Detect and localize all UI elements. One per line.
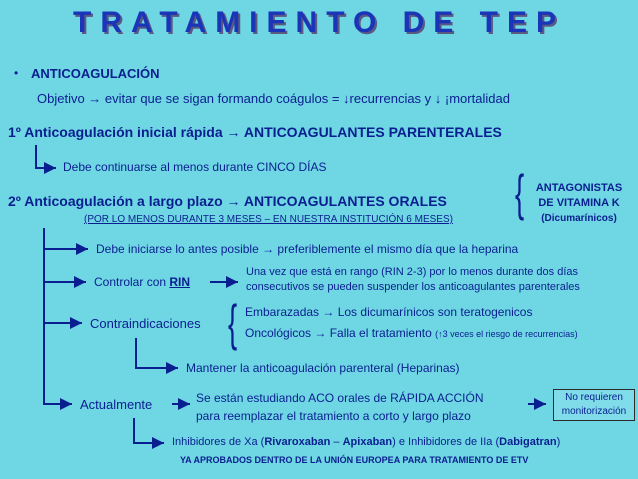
inhibitors-end: ) [556, 436, 561, 448]
step1-note: Debe continuarse al menos durante CINCO DÍAS [63, 160, 327, 174]
maintain-connector [136, 338, 178, 368]
contraindication-pregnant: Embarazadas → Los dicumarínicos son teratogenicos [245, 305, 533, 319]
study-line1: Se están estudiando ACO orales de RÁPIDA ACCIÓN [196, 391, 484, 405]
antagonists-brace: { [515, 165, 525, 221]
no-monitoring-line2: monitorización [561, 406, 627, 417]
rivaroxaban: Rivaroxaban [264, 436, 331, 448]
inhibitors-mid: ) e Inhibidores de IIa ( [392, 436, 500, 448]
page-title: TRATAMIENTO DE TEP [73, 6, 565, 39]
rin-term: RIN [169, 275, 191, 289]
currently-label: Actualmente [80, 397, 153, 412]
antagonists-line2: DE VITAMINA K [538, 197, 620, 209]
antagonists-line1: ANTAGONISTAS [535, 182, 623, 194]
step2-label: 2º Anticoagulación a largo plazo → ANTICOAGULANTES ORALES [8, 193, 447, 209]
oncologic-main: Oncológicos → Falla el tratamiento [245, 326, 436, 340]
step1-connector [36, 145, 56, 168]
step2-note: (POR LO MENOS DURANTE 3 MESES – EN NUESTRA INSTITUCIÓN 6 MESES) [84, 214, 453, 225]
inhibitors-prefix: Inhibidores de Xa ( [172, 436, 265, 448]
objective-text: Objetivo → evitar que se sigan formando coágulos = ↓recurrencias y ↓ ¡mortalidad [37, 91, 510, 106]
step1-label: 1º Anticoagulación inicial rápida → ANTICOAGULANTES PARENTERALES [8, 124, 502, 140]
oncologic-note: (↑3 veces el riesgo de recurrencias) [435, 329, 578, 339]
contraindications-label: Contraindicaciones [90, 316, 201, 331]
bullet-point: • [14, 66, 19, 80]
dabigatran: Dabigatran [499, 436, 557, 448]
start-asap-text: Debe iniciarse lo antes posible → preferiblemente el mismo día que la heparina [96, 242, 519, 256]
control-detail-line1: Una vez que está en rango (RIN 2-3) por lo menos durante dos días [246, 266, 579, 278]
contraindications-brace: { [228, 295, 238, 351]
approved-text: YA APROBADOS DENTRO DE LA UNIÓN EUROPEA PARA TRATAMIENTO DE ETV [180, 455, 529, 465]
study-line2: para reemplazar el tratamiento a corto y largo plazo [196, 409, 471, 423]
no-monitoring-line1: No requieren [565, 392, 623, 403]
apixaban: Apixaban [342, 436, 393, 448]
section-heading: ANTICOAGULACIÓN [31, 66, 160, 81]
control-label-prefix: Controlar con [94, 275, 170, 289]
antagonists-line3: (Dicumarínicos) [541, 213, 617, 224]
inhibitors-connector [134, 418, 164, 443]
control-detail-line2: consecutivos se pueden suspender los anticoagulantes parenterales [246, 281, 580, 293]
maintain-parenteral-text: Mantener la anticoagulación parenteral (Heparinas) [186, 361, 460, 375]
inhibitors-dash: – [330, 436, 343, 448]
